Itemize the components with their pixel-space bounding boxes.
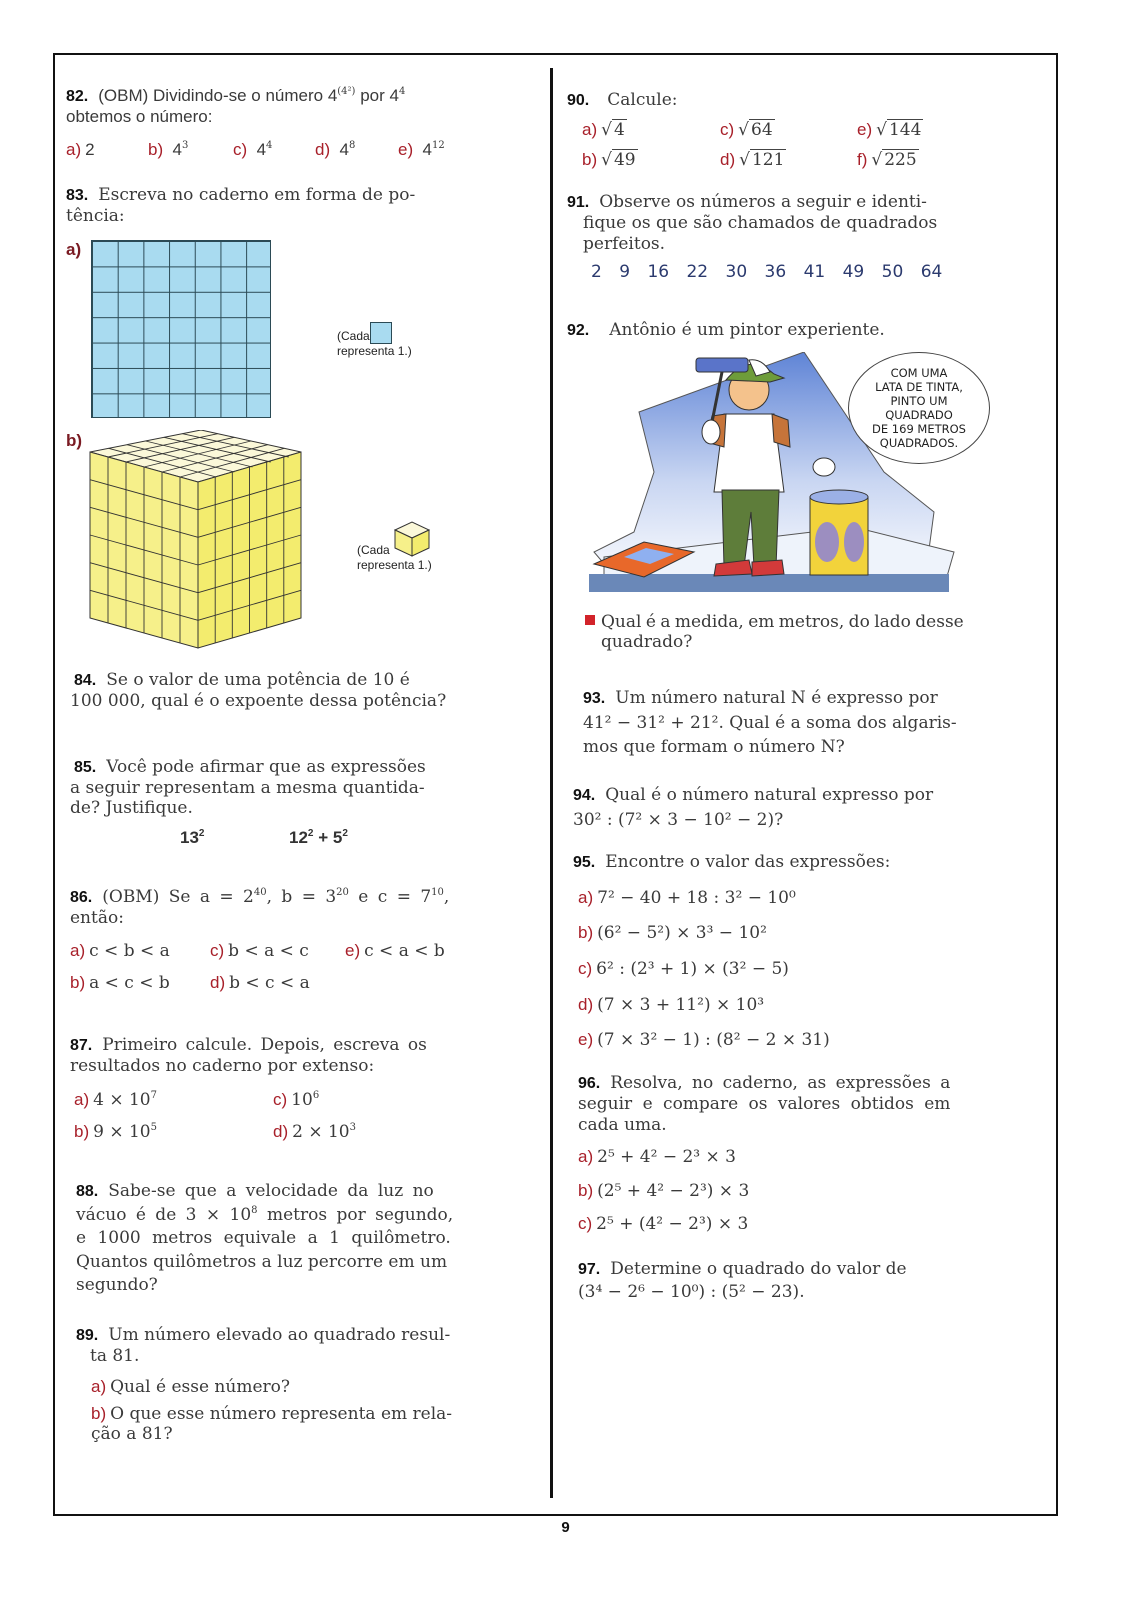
question-text: , [443,887,450,907]
option-90-f [857,150,919,170]
question-96 [578,1073,998,1136]
option-90-c [720,120,775,140]
part-b-label: b) [66,431,83,450]
exponent: 20 [336,887,349,898]
question-text: segundo? [76,1275,158,1295]
exponent: 3 [182,140,189,151]
option-value: c < b < a [89,941,170,961]
base: 12 [289,828,308,847]
question-91 [567,192,997,255]
option-label: b) [582,150,598,169]
exponent: 8 [349,140,356,151]
option-90-b [582,150,638,170]
radicand: 144 [888,120,922,140]
legend-text: (Cada [357,543,390,557]
speech-text: DE 169 METROS [872,422,966,436]
math-expression: 6² : (2³ + 1) × (3² − 5) [596,959,789,979]
option-value: c < a < b [364,941,445,961]
question-text: perfeitos. [583,234,666,254]
exponent: 7 [150,1090,157,1101]
option-label: e) [345,941,361,960]
question-number: 82. [66,88,89,105]
question-text: Determine o quadrado do valor de [610,1259,907,1279]
option-value: 4 [256,140,267,159]
option-text: ção a 81? [91,1424,173,1444]
option-label: c) [233,140,248,159]
option-label: a) [70,941,86,960]
question-text: , b = 3 [266,887,337,907]
exponent: 40 [253,887,267,898]
column-divider [550,68,553,1498]
question-text: Um número natural N é expresso por [615,688,938,708]
question-number: 94. [573,787,596,804]
option-value: b < c < a [229,973,310,993]
option-value: 10 [291,1090,313,1110]
option-text: Qual é esse número? [110,1377,290,1397]
question-92 [567,320,885,341]
square-root-icon: √ 225 [871,150,917,170]
option-label: e) [398,140,414,159]
exponent: 4 [266,140,273,151]
option-96-a [578,1147,736,1167]
option-90-a [582,120,627,140]
question-text: Um número elevado ao quadrado resul- [108,1325,451,1345]
exponent: 2 [342,828,348,839]
option-label: b) [578,1181,594,1200]
question-text: Qual é o número natural expresso por [605,785,934,805]
question-text: 100 000, qual é o expoente dessa potência? [70,691,447,711]
option-86-a [70,941,170,961]
question-number: 93. [583,690,606,707]
speech-text: COM UMA [890,366,948,380]
option-96-c [578,1214,748,1234]
option-90-d [720,150,786,170]
option-value: 4 [339,140,349,159]
question-text: e 1000 metros equivale a 1 quilômetro. [76,1228,451,1248]
legend-square [337,322,412,359]
option-82-e [398,140,445,160]
square-root-icon: √ 144 [876,120,922,140]
option-label: c) [273,1090,288,1109]
option-86-d [210,973,310,993]
question-92-prompt [585,612,1005,652]
option-87-c [273,1090,319,1110]
math-expression: 2⁵ + (4² − 2³) × 3 [596,1214,749,1234]
question-82 [66,86,536,127]
option-value: 4 [172,140,182,159]
option-label: b) [91,1404,107,1423]
option-label: c) [210,941,225,960]
option-82-d [315,140,355,160]
option-86-c [210,941,309,961]
number-list: 2 9 16 22 30 36 41 49 50 64 [591,262,943,282]
option-label: a) [578,1147,594,1166]
option-82-c [233,140,272,160]
question-text: Resolva, no caderno, as expressões a [610,1073,951,1093]
option-label: a) [578,888,594,907]
question-number: 84. [74,672,97,689]
radicand: 121 [751,150,785,170]
blue-square-grid-figure [91,240,271,418]
question-number: 88. [76,1183,99,1200]
exponent: 6 [312,1090,320,1101]
part-89-a [91,1377,290,1397]
option-value: b < a < c [228,941,309,961]
option-value: 2 × 10 [292,1122,350,1142]
option-label: e) [578,1030,594,1049]
question-number: 95. [573,854,596,871]
square-root-icon: √ 4 [601,120,625,140]
math-expression: 2⁵ + 4² − 2³ × 3 [597,1147,736,1167]
option-label: d) [720,150,736,169]
exponent: 2 [307,828,314,839]
option-96-b [578,1181,749,1201]
option-label: e) [857,120,873,139]
question-text: Antônio é um pintor experiente. [609,320,885,340]
option-label: a) [582,120,598,139]
option-label: c) [578,1214,593,1233]
question-88 [76,1180,546,1298]
speech-text: QUADRADO [885,408,953,422]
option-95-b [578,923,767,943]
exponent: 2 [198,828,205,839]
question-text: mos que formam o número N? [583,737,845,757]
question-text: Quantos quilômetros a luz percorre em um [76,1251,448,1272]
math-expression: (2⁵ + 4² − 2³) × 3 [597,1181,750,1201]
option-95-c [578,959,789,979]
question-text: tência: [66,206,125,226]
square-root-icon: √ 121 [739,150,785,170]
square-root-icon: √ 49 [601,150,636,170]
math-expression: 30² : (7² × 3 − 10² − 2)? [573,810,784,830]
option-label: a) [74,1090,90,1109]
question-text: Observe os números a seguir e identi- [599,192,927,212]
option-87-a [74,1090,157,1110]
question-number: 86. [70,889,93,906]
question-90 [567,90,678,111]
expression-13-squared [180,828,204,848]
question-97 [578,1258,998,1303]
question-number: 87. [70,1037,93,1054]
option-label: f) [857,150,868,169]
exponent: 4 [398,86,406,97]
exponent: (4²) [337,86,356,97]
option-label: a) [91,1377,107,1396]
option-label: d) [273,1122,289,1141]
yellow-cube-figure [88,430,303,650]
math-expression: 7² − 40 + 18 : 3² − 10⁰ [597,888,796,908]
exponent: 3 [349,1122,356,1133]
question-text: cada uma. [578,1115,667,1135]
question-83 [66,185,536,226]
option-value: 4 × 10 [93,1090,151,1110]
radicand: 64 [751,120,773,140]
question-text: a seguir representam a mesma quantida- [70,778,425,798]
exponent: 12 [432,140,445,151]
question-87 [70,1035,540,1076]
question-number: 90. [567,92,590,109]
option-label: a) [66,140,82,159]
page-number: 9 [561,1519,570,1536]
speech-text: PINTO UM [890,394,948,408]
question-text: obtemos o número: [66,107,213,126]
part-89-b [91,1404,541,1444]
exponent: 10 [431,887,444,898]
legend-text: (Cada [337,329,370,343]
question-93 [583,686,1003,759]
option-82-b [148,140,188,160]
speech-bubble [848,352,990,464]
question-text: (OBM) Se a = 2 [102,887,254,907]
math-expression: (6² − 5²) × 3³ − 10² [597,923,767,943]
expression-12sq-plus-5sq [289,828,348,848]
option-label: b) [148,140,164,159]
question-text: Primeiro calcule. Depois, escreva os [102,1035,427,1055]
question-text: por 4 [355,86,399,105]
math-expression: (7 × 3² − 1) : (8² − 2 × 31) [597,1030,830,1050]
option-value: 2 [85,140,95,159]
question-text: Escreva no caderno em forma de po- [98,185,416,205]
question-text: quadrado? [601,632,693,652]
question-85 [70,757,544,818]
question-94 [573,783,1003,832]
question-86 [70,887,540,928]
option-87-b [74,1122,157,1142]
option-86-b [70,973,170,993]
question-text: seguir e compare os valores obtidos em [578,1094,951,1114]
legend-text: representa 1.) [337,344,412,358]
speech-text: QUADRADOS. [879,436,959,450]
radicand: 4 [613,120,625,140]
legend-cube [357,520,432,573]
question-89 [76,1325,546,1366]
question-number: 83. [66,187,89,204]
bullet-square-icon [585,615,595,625]
question-text: Se o valor de uma potência de 10 é [106,670,410,690]
unit-square-icon [370,322,392,344]
question-text: de? Justifique. [70,798,193,818]
option-label: d) [315,140,331,159]
math-expression: 41² − 31² + 21² [583,713,719,733]
option-label: b) [578,923,594,942]
option-label: b) [70,973,86,992]
option-label: c) [578,959,593,978]
base: 13 [180,828,199,847]
unit-cube-icon [393,520,431,558]
question-text: metros por segundo, [257,1204,454,1225]
question-text: Você pode afirmar que as expressões [106,757,426,777]
speech-text: LATA DE TINTA, [875,380,963,394]
option-95-e [578,1030,830,1050]
question-text: então: [70,908,124,928]
question-95 [573,852,890,873]
operator: + [313,828,333,847]
question-text: (OBM) Dividindo-se o número 4 [98,86,338,105]
question-text: vácuo é de 3 × 10 [76,1204,252,1225]
question-number: 92. [567,322,590,339]
option-value: a < c < b [89,973,170,993]
square-root-icon: √ 64 [738,120,773,140]
option-text: O que esse número representa em rela- [110,1404,453,1424]
question-number: 91. [567,194,590,211]
option-95-a [578,888,796,908]
option-label: d) [210,973,226,992]
question-text: Qual é a medida, em metros, do lado desse [601,612,964,632]
base: 5 [332,828,343,847]
question-text: e c = 7 [348,887,432,907]
option-86-e [345,941,445,961]
option-95-d [578,995,764,1015]
option-82-a [66,140,95,160]
exponent: 5 [150,1122,157,1133]
option-87-d [273,1122,356,1142]
radicand: 225 [884,150,917,170]
legend-text: representa 1.) [357,558,432,572]
math-expression: (3⁴ − 2⁶ − 10⁰) : (5² − 23). [578,1282,805,1302]
question-text: Encontre o valor das expressões: [605,852,891,872]
radicand: 49 [613,150,636,170]
question-text: Sabe-se que a velocidade da luz no [108,1181,434,1201]
option-label: c) [720,120,735,139]
question-number: 89. [76,1327,99,1344]
option-90-e [857,120,923,140]
question-text: ta 81. [90,1346,140,1366]
math-expression: (7 × 3 + 11²) × 10³ [597,995,765,1015]
option-value: 9 × 10 [93,1122,151,1142]
question-number: 97. [578,1261,601,1278]
question-text: fique os que são chamados de quadrados [583,213,938,233]
part-a-label: a) [66,240,82,259]
exponent: 8 [251,1204,258,1216]
question-text: Calcule: [607,90,678,110]
option-label: d) [578,995,594,1014]
question-text: resultados no caderno por extenso: [70,1056,375,1076]
option-label: b) [74,1122,90,1141]
option-value: 4 [422,140,432,159]
question-84 [70,670,544,711]
question-number: 85. [74,759,97,776]
question-number: 96. [578,1075,601,1092]
question-text: . Qual é a soma dos algaris- [718,713,957,733]
